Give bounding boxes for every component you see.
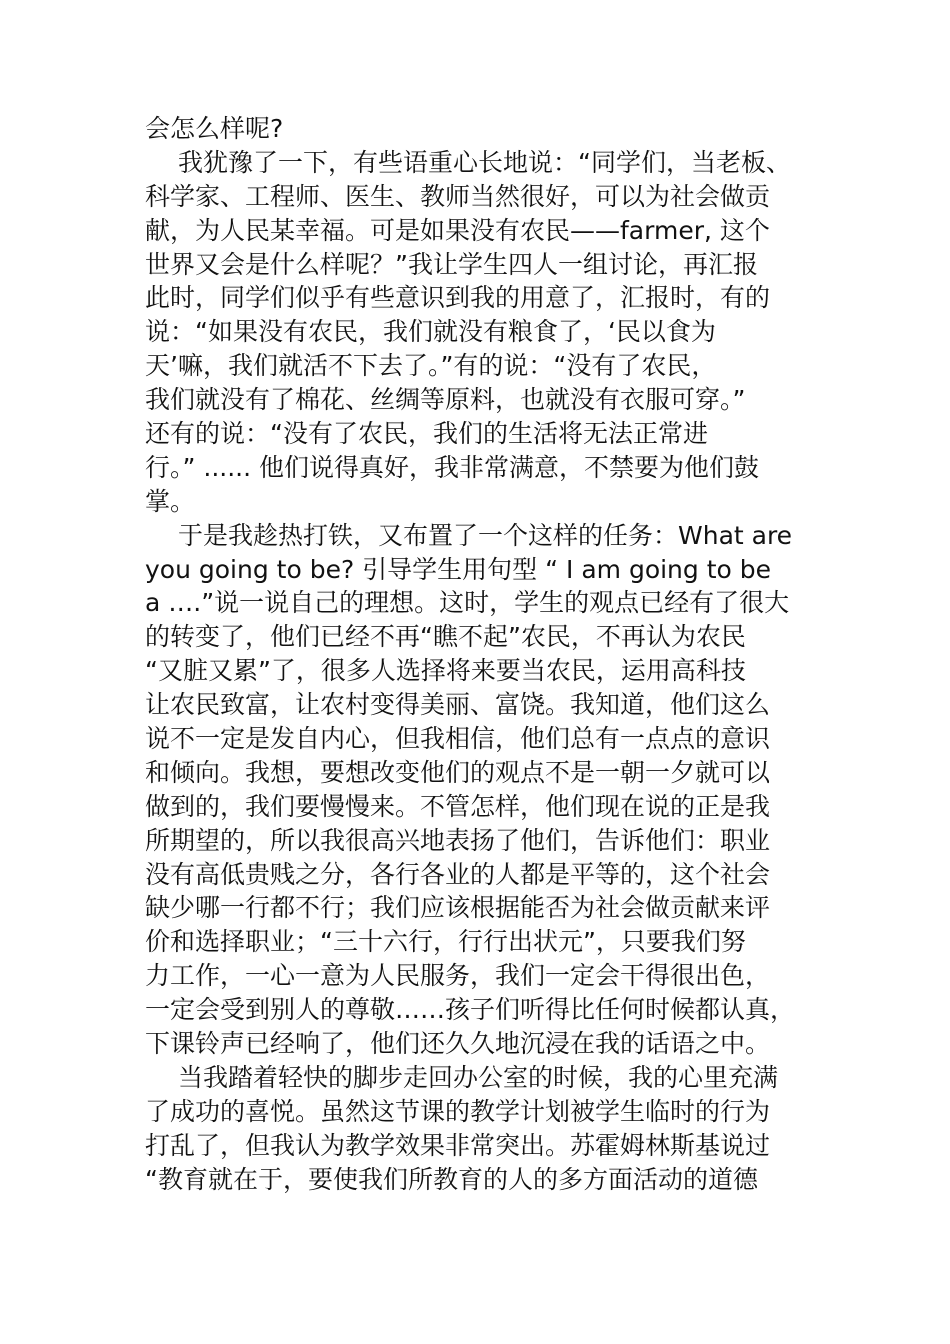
text-line: 当我踏着轻快的脚步走回办公室的时候，我的心里充满 (178, 1062, 779, 1092)
text-line: 掌。 (145, 486, 196, 516)
text-line: a ….”说一说自己的理想。这时，学生的观点已经有了很大 (145, 588, 790, 618)
text-line: 世界又会是什么样呢？”我让学生四人一组讨论，再汇报 (145, 249, 758, 279)
text-line: “又脏又累”了，很多人选择将来要当农民，运用高科技 (145, 656, 746, 686)
text-line: 天’嘛，我们就活不下去了。”有的说：“没有了农民， (145, 351, 717, 381)
text-line: 还有的说：“没有了农民，我们的生活将无法正常进 (145, 419, 708, 449)
text-line: you going to be? 引导学生用句型 “ I am going to be (145, 554, 772, 584)
text-line: 做到的，我们要慢慢来。不管怎样，他们现在说的正是我 (145, 791, 771, 821)
text-line: 下课铃声已经响了，他们还久久地沉浸在我的话语之中。 (145, 1029, 771, 1059)
text-line: 价和选择职业；“三十六行，行行出状元”，只要我们努 (145, 927, 746, 957)
text-line: 所期望的，所以我很高兴地表扬了他们，告诉他们：职业 (145, 825, 771, 855)
text-line: 说：“如果没有农民，我们就没有粮食了，‘民以食为 (145, 317, 716, 347)
text-line: 行。” ...... 他们说得真好，我非常满意，不禁要为他们鼓 (145, 452, 760, 482)
text-line: 一定会受到别人的尊敬……孩子们听得比任何时候都认真， (145, 995, 796, 1025)
text-line: 我们就没有了棉花、丝绸等原料，也就没有衣服可穿。” (145, 385, 746, 415)
text-line: 献，为人民某幸福。可是如果没有农民——farmer, 这个 (145, 215, 770, 245)
text-line: 没有高低贵贱之分，各行各业的人都是平等的，这个社会 (145, 859, 771, 889)
text-line: 我犹豫了一下，有些语重心长地说：“同学们，当老板、 (178, 147, 791, 177)
document-body-text (145, 112, 810, 1197)
text-line: 打乱了，但我认为教学效果非常突出。苏霍姆林斯基说过 (145, 1130, 771, 1160)
text-line: 让农民致富，让农村变得美丽、富饶。我知道，他们这么 (145, 690, 771, 720)
text-line: 和倾向。我想，要想改变他们的观点不是一朝一夕就可以 (145, 757, 771, 787)
text-line: 缺少哪一行都不行；我们应该根据能否为社会做贡献来评 (145, 893, 771, 923)
text-line: 会怎么样呢? (145, 114, 284, 143)
text-line: 科学家、工程师、医生、教师当然很好，可以为社会做贡 (145, 181, 771, 211)
text-line: 说不一定是发自内心，但我相信，他们总有一点点的意识 (145, 724, 771, 754)
text-line: 了成功的喜悦。虽然这节课的教学计划被学生临时的行为 (145, 1096, 771, 1126)
text-line: “教育就在于，要使我们所教育的人的多方面活动的道德 (145, 1164, 758, 1194)
text-line: 的转变了，他们已经不再“瞧不起”农民，不再认为农民 (145, 622, 746, 652)
text-line: 此时，同学们似乎有些意识到我的用意了，汇报时，有的 (145, 283, 771, 313)
text-line: 力工作，一心一意为人民服务，我们一定会干得很出色， (145, 961, 771, 991)
text-line: 于是我趁热打铁，又布置了一个这样的任务：What are (178, 520, 793, 550)
